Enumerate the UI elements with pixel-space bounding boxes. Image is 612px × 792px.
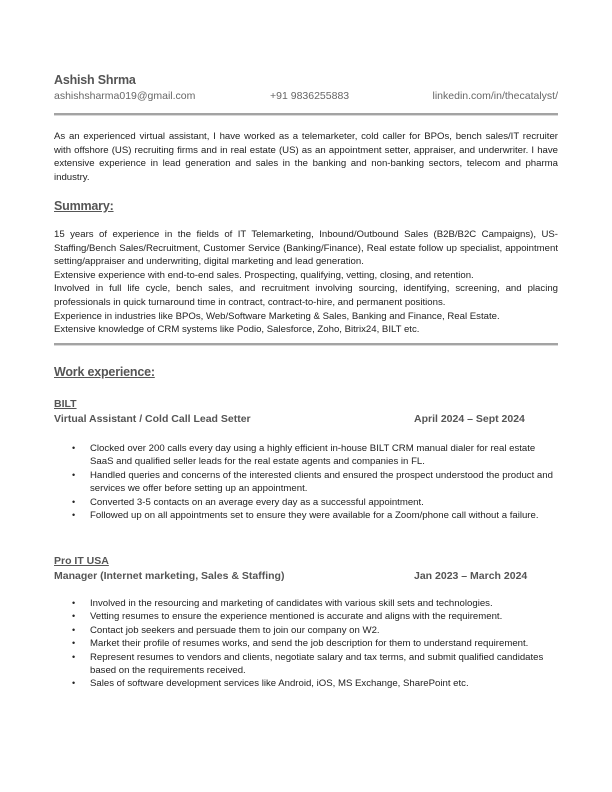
bullet-icon: • (72, 443, 76, 453)
job-dates: April 2024 – Sept 2024 (414, 413, 525, 425)
list-item: • Followed up on all appointments set to ensure they were available for a Zoom/phone call without a failure. (72, 510, 539, 522)
bullet-icon: • (72, 651, 76, 662)
phone-text: +91 9836255883 (270, 90, 350, 102)
summary-paragraph: Extensive experience with end-to-end sales. Prospecting, qualifying, vetting, closing, and retention. (54, 269, 474, 281)
list-item: • Market their profile of resumes works, and send the job description for them to understand requirement. (72, 638, 529, 650)
list-item: • Converted 3-5 contacts on an average every day as a successful appointment. (72, 496, 424, 508)
job-company: Pro IT USA (54, 555, 109, 567)
bullet-icon: • (72, 496, 76, 507)
linkedin-text: linkedin.com/in/thecatalyst/ (432, 90, 558, 102)
list-item: • Handled queries and concerns of the interested clients and ensured the prospect understood the product and services we offer before setting up an appointment. (72, 469, 553, 495)
bullet-icon: • (72, 469, 76, 480)
bullet-icon: • (72, 510, 76, 521)
work-experience-heading: Work experience: (54, 365, 155, 379)
candidate-name: Ashish Shrma (54, 73, 136, 87)
summary-paragraph: Involved in full life cycle, bench sales, and recruitment involving sourcing, identifying, screening, and placing professionals in quick turnaround time in contract, contract-to-hire, and permanent positions. (54, 283, 558, 308)
bullet-icon: • (72, 624, 76, 635)
bullet-icon: • (72, 611, 76, 622)
email-text: ashishsharma019@gmail.com (54, 90, 196, 102)
job-dates: Jan 2023 – March 2024 (414, 570, 528, 582)
list-item: • Sales of software development services like Android, iOS, MS Exchange, SharePoint etc. (72, 678, 469, 690)
summary-section (54, 228, 558, 337)
job-bullets (54, 442, 558, 522)
list-item: • Vetting resumes to ensure the experience mentioned is accurate and aligns with the requirement. (72, 611, 503, 623)
list-item: • Contact job seekers and persuade them to join our company on W2. (72, 624, 380, 636)
list-item: • Represent resumes to vendors and clients, negotiate salary and tax terms, and submit qualified candidates based on the requirements received. (72, 651, 544, 677)
bullet-icon: • (72, 638, 76, 649)
job-role: Virtual Assistant / Cold Call Lead Setter (54, 413, 251, 425)
job-bullets (54, 597, 558, 691)
bullet-icon: • (72, 678, 76, 689)
summary-paragraph: 15 years of experience in the fields of IT Telemarketing, Inbound/Outbound Sales (B2B/B2C Campaigns), US-Staffing/Bench Sales/Recruitment, Customer Service (Banking/Finance), Real estate follow up specialist, appointment setting/appraiser and underwriting, digital marketing and lead generation. (54, 229, 558, 268)
summary-divider (54, 343, 558, 346)
job-company: BILT (54, 398, 77, 410)
summary-paragraph: Experience in industries like BPOs, Web/Software Marketing & Sales, Banking and Finance, Real Estate. (54, 310, 500, 322)
list-item: • Involved in the resourcing and marketing of candidates with various skill sets and technologies. (72, 598, 493, 609)
job-role: Manager (Internet marketing, Sales & Staffing) (54, 570, 285, 582)
summary-heading: Summary: (54, 199, 114, 213)
list-item: • Clocked over 200 calls every day using a highly efficient in-house BILT CRM manual dialer for real estate SaaS and qualified seller leads for the real estate agents and companies in FL. (72, 443, 536, 468)
summary-paragraph: Extensive knowledge of CRM systems like Podio, Salesforce, Zoho, Bitrix24, BILT etc. (54, 324, 420, 336)
intro-paragraph: As an experienced virtual assistant, I have worked as a telemarketer, cold caller for BPOs, bench sales/IT recruiter with offshore (US) recruiting firms and in real estate (US) as an appointment setter, appraiser, and underwriter. I have extensive experience in lead generation and sales in the banking and non-banking sectors, telecom and pharma industry. (54, 131, 558, 183)
bullet-icon: • (72, 598, 76, 608)
header-divider (54, 113, 558, 116)
